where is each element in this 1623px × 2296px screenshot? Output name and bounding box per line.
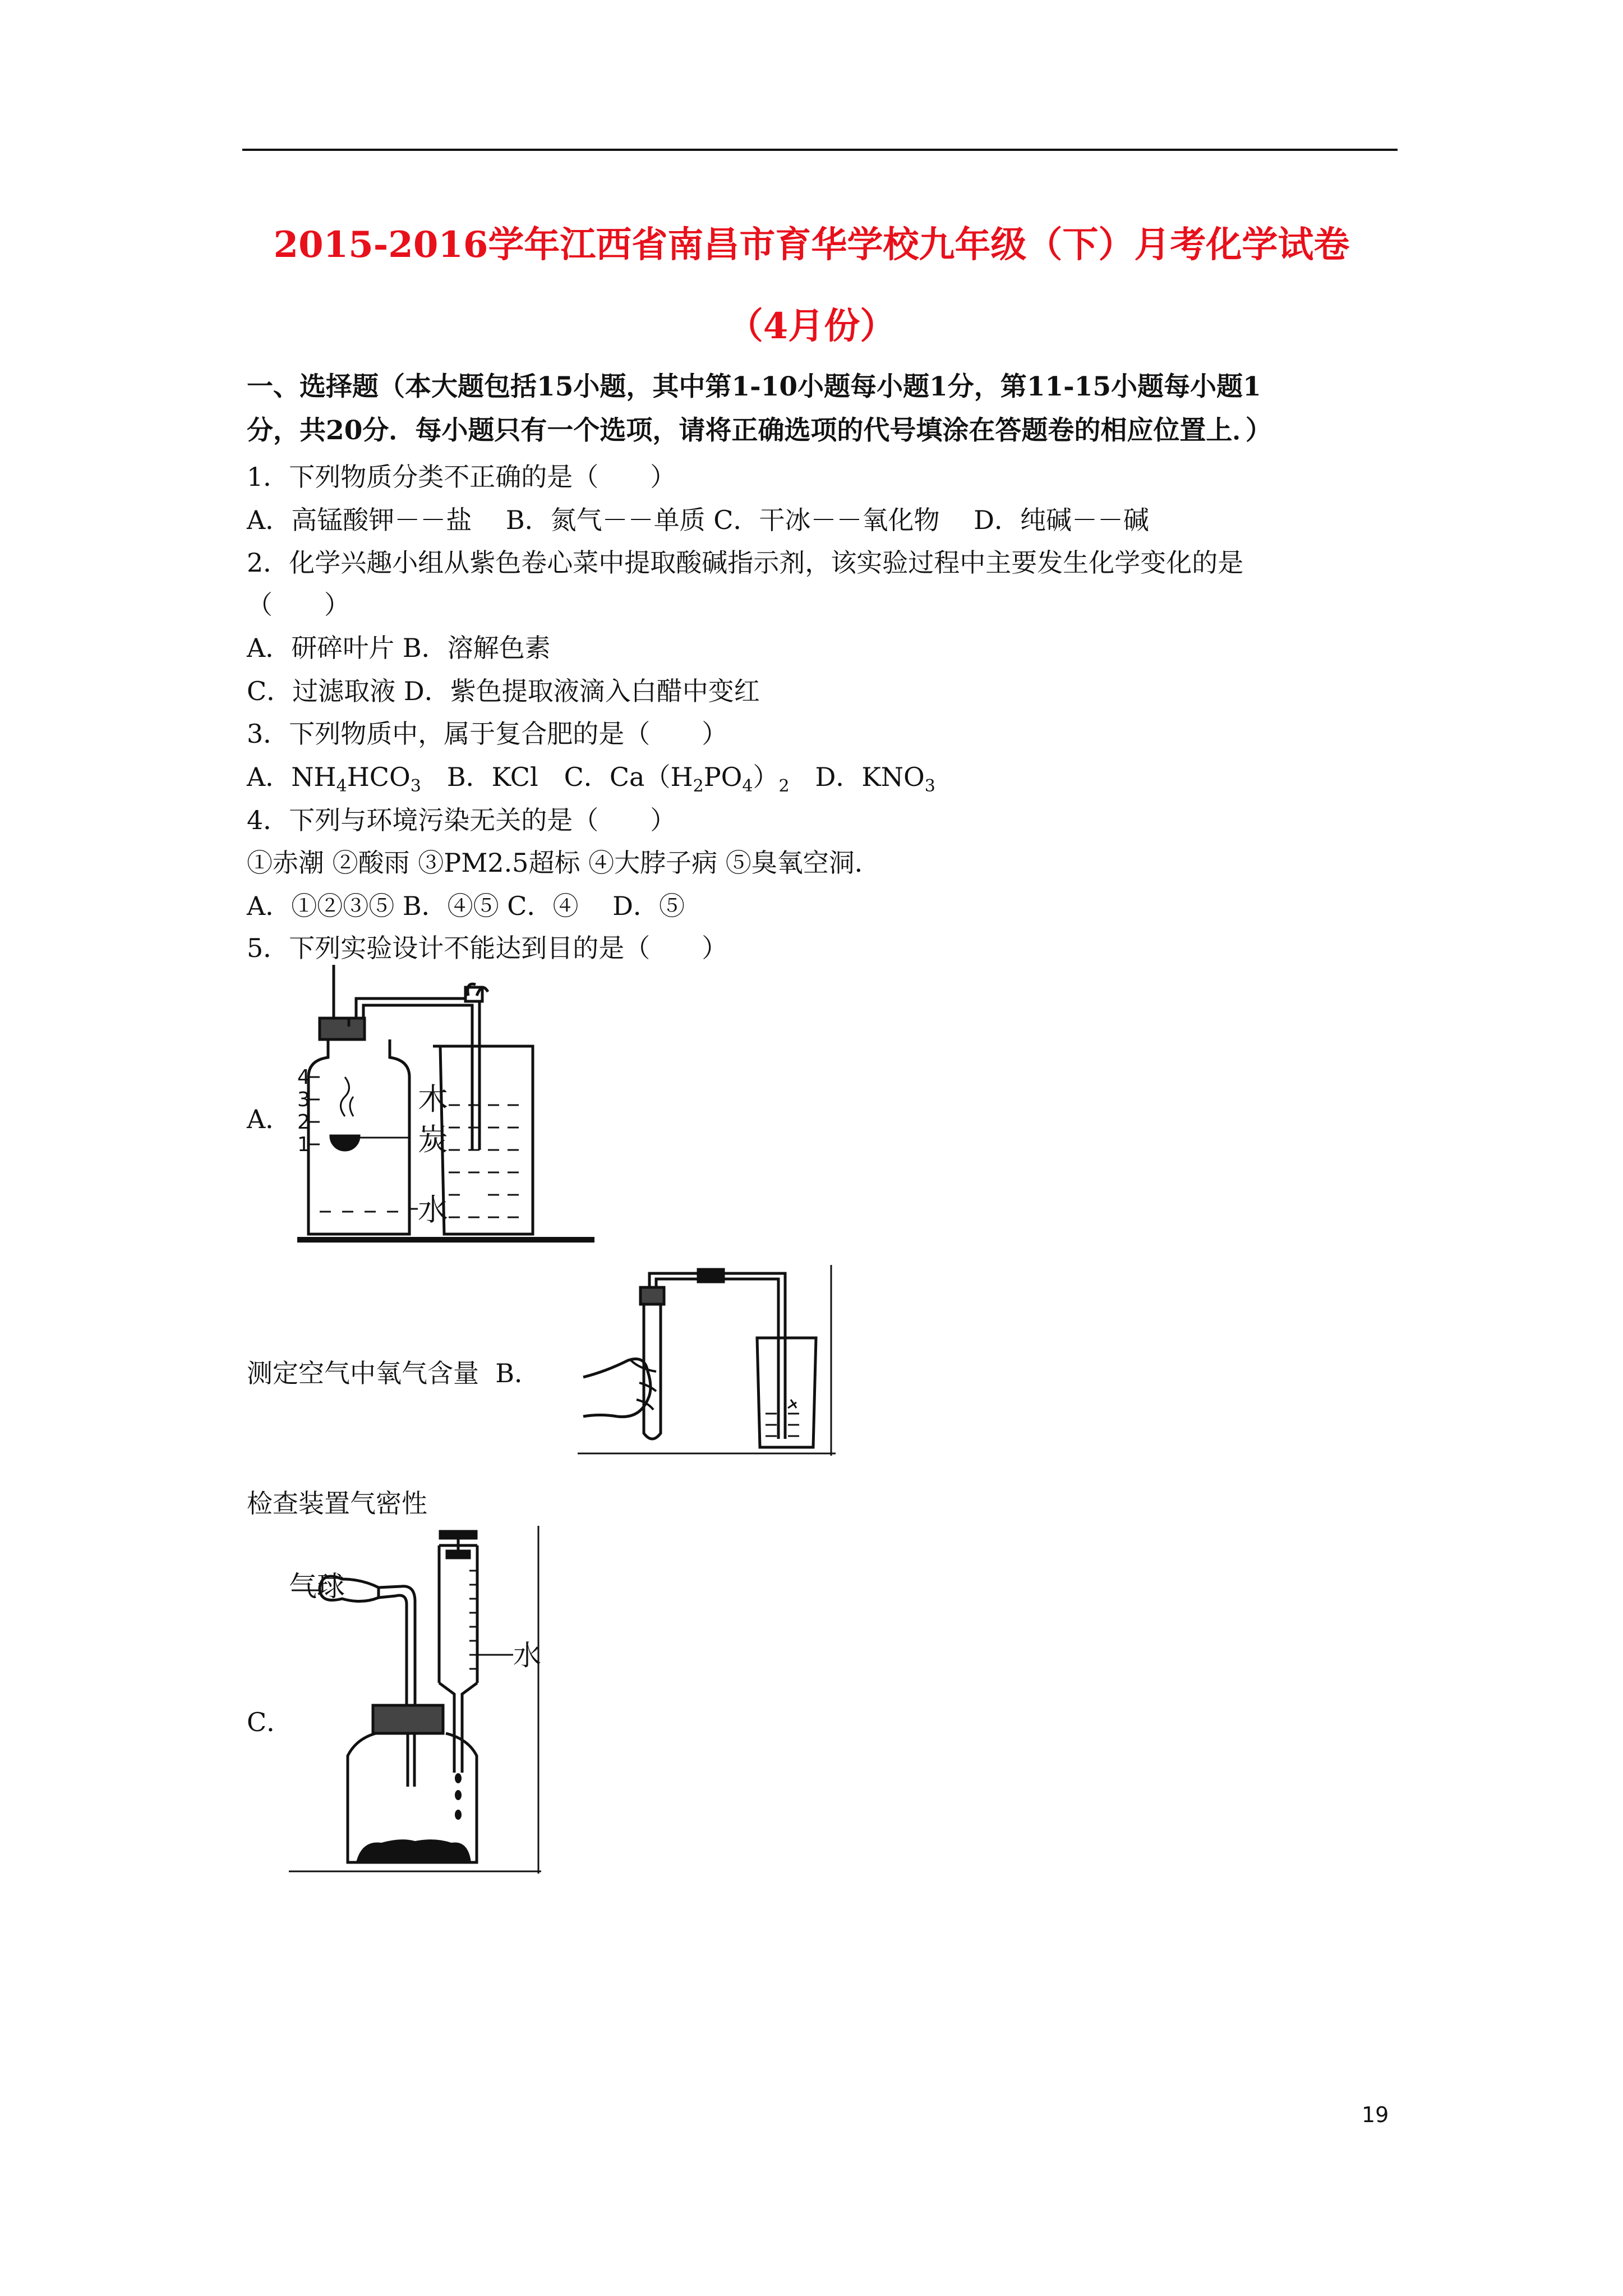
page-title: 2015-2016学年江西省南昌市育华学校九年级（下）月考化学试卷 — [273, 224, 1350, 266]
label-charcoal-1: 木 — [418, 1082, 448, 1117]
q4-stem: 4．下列与环境污染无关的是（ ） — [247, 805, 676, 835]
q4-items: ①赤潮 ②酸雨 ③PM2.5超标 ④大脖子病 ⑤臭氧空洞． — [247, 848, 880, 878]
label-water: 水 — [418, 1192, 448, 1227]
label-water: 水 — [513, 1639, 541, 1672]
figure-b-airtightness — [578, 1265, 836, 1456]
section-heading-line1: 一、选择题（本大题包括15小题，其中第1-10小题每小题1分，第11-15小题每小题1 — [247, 371, 1261, 402]
section-heading-line2: 分，共20分．每小题只有一个选项，请将正确选项的代号填涂在答题卷的相应位置上．） — [247, 415, 1272, 446]
q1-options: A．高锰酸钾－－盐 B．氮气－－单质 C．干冰－－氧化物 D．纯碱－－碱 — [247, 505, 1149, 535]
q2-stem: 2．化学兴趣小组从紫色卷心菜中提取酸碱指示剂，该实验过程中主要发生化学变化的是 — [247, 547, 1244, 578]
figure-c-balloon-syringe — [289, 1526, 541, 1874]
figure-a-oxygen-apparatus — [297, 965, 600, 1245]
scale-mark: 1 — [297, 1133, 310, 1156]
q2-options-cd: C．过滤取液 D．紫色提取液滴入白醋中变红 — [247, 676, 760, 706]
page-title-month: （4月份） — [727, 305, 896, 347]
scale-mark: 3 — [297, 1088, 310, 1111]
scale-mark: 2 — [297, 1111, 310, 1134]
q3-stem: 3．下列物质中，属于复合肥的是（ ） — [247, 719, 728, 749]
q1-stem: 1．下列物质分类不正确的是（ ） — [247, 462, 676, 492]
q2-options-ab: A．研碎叶片 B．溶解色素 — [247, 633, 551, 663]
header-rule — [242, 149, 1398, 151]
q3-options: A．$NH_4HCO_3$ B．KCl C．$Ca(H_2PO_4)_2$ D．$KNO_3$ — [247, 762, 935, 796]
q5-option-a-label: A． — [247, 1104, 292, 1134]
q2-stem-cont: （ ） — [247, 590, 350, 620]
q5-option-c-label: C． — [247, 1707, 293, 1737]
q5-option-b-text: 检查装置气密性 — [247, 1488, 427, 1519]
label-balloon: 气球 — [289, 1570, 345, 1603]
scale-mark: 4 — [297, 1066, 310, 1089]
q4-options: A．①②③⑤ B．④⑤ C．④ D．⑤ — [247, 891, 685, 921]
q5-stem: 5．下列实验设计不能达到目的是（ ） — [247, 933, 728, 963]
page-number: 19 — [1362, 2102, 1389, 2127]
label-charcoal-2: 炭 — [418, 1122, 448, 1157]
q5-option-a-text: 测定空气中氧气含量 B． — [247, 1358, 541, 1388]
